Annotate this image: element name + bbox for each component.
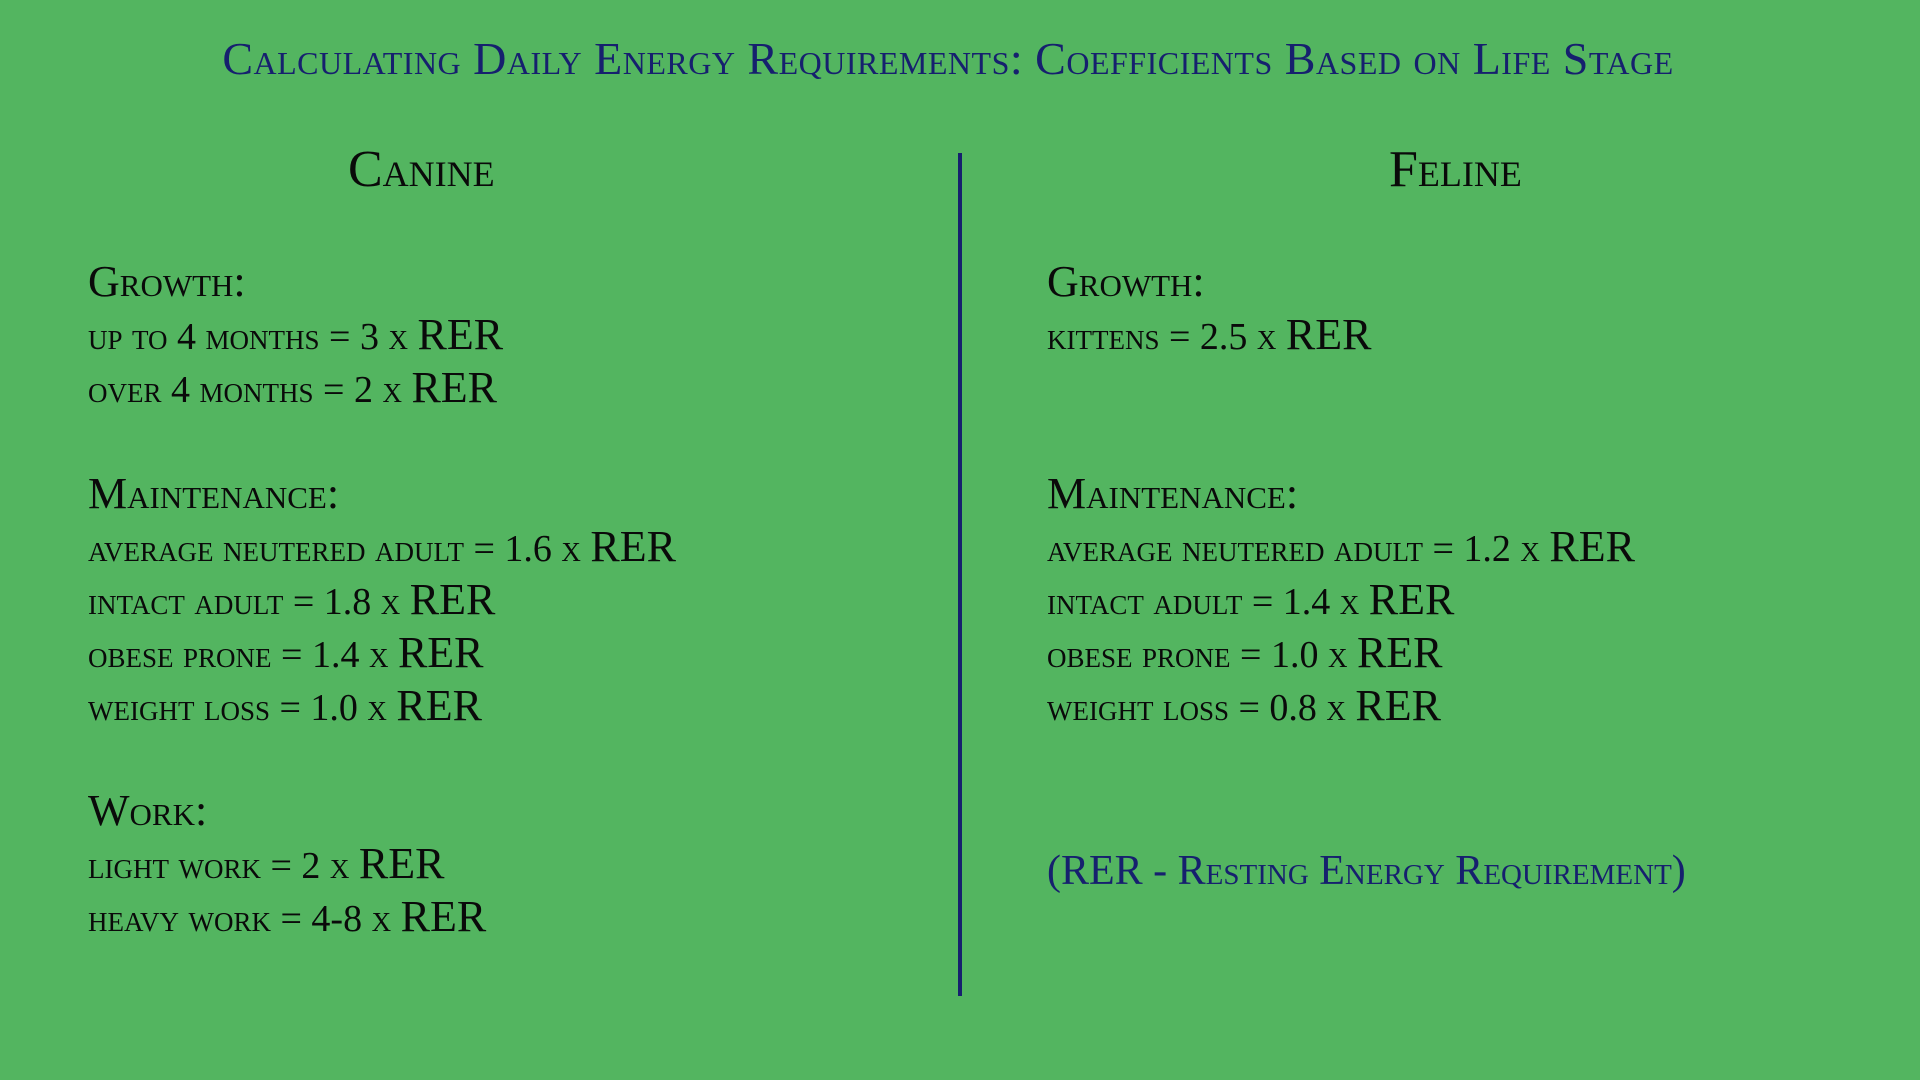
coefficient-text: weight loss = 1.0 x: [88, 687, 397, 729]
rer-unit: RER: [1355, 681, 1441, 730]
coefficient-text: intact adult = 1.8 x: [88, 581, 410, 623]
canine-work-label: Work:: [88, 786, 208, 835]
feline-maintenance-line-1: [1047, 520, 1635, 573]
canine-maintenance-line-3: [88, 626, 676, 679]
canine-growth-section: [88, 255, 503, 414]
rer-unit: RER: [590, 522, 676, 571]
rer-footnote: (RER - Resting Energy Requirement): [1047, 848, 1686, 894]
canine-work-section: [88, 784, 486, 943]
canine-work-line-2: [88, 890, 486, 943]
feline-maintenance-section: [1047, 467, 1635, 732]
coefficient-text: obese prone = 1.4 x: [88, 634, 398, 676]
rer-unit: RER: [1285, 310, 1372, 359]
feline-growth-line-1: [1047, 308, 1372, 361]
canine-maintenance-label: Maintenance:: [88, 469, 340, 518]
coefficient-text: light work = 2 x: [88, 845, 359, 887]
rer-unit: RER: [411, 363, 498, 412]
slide-title: Calculating Daily Energy Requirements: Coefficients Based on Life Stage: [222, 33, 1674, 84]
feline-maintenance-line-4: [1047, 679, 1635, 732]
canine-maintenance-line-4: [88, 679, 676, 732]
coefficient-text: kittens = 2.5 x: [1047, 316, 1286, 358]
canine-growth-line-2: [88, 361, 503, 414]
rer-unit: RER: [417, 310, 504, 359]
rer-unit: RER: [1549, 522, 1635, 571]
coefficient-text: average neutered adult = 1.6 x: [88, 528, 591, 570]
canine-work-line-1: [88, 837, 486, 890]
feline-heading: Feline: [1389, 141, 1522, 198]
canine-growth-line-1: [88, 308, 503, 361]
rer-unit: RER: [1368, 575, 1455, 624]
canine-heading: Canine: [348, 141, 495, 198]
coefficient-text: weight loss = 0.8 x: [1047, 687, 1356, 729]
rer-unit: RER: [358, 839, 445, 888]
coefficient-text: intact adult = 1.4 x: [1047, 581, 1369, 623]
rer-unit: RER: [396, 681, 482, 730]
feline-growth-label: Growth:: [1047, 257, 1205, 306]
coefficient-text: obese prone = 1.0 x: [1047, 634, 1357, 676]
canine-maintenance-line-2: [88, 573, 676, 626]
coefficient-text: average neutered adult = 1.2 x: [1047, 528, 1550, 570]
rer-unit: RER: [400, 892, 487, 941]
coefficient-text: over 4 months = 2 x: [88, 369, 412, 411]
rer-unit: RER: [409, 575, 496, 624]
canine-maintenance-line-1: [88, 520, 676, 573]
coefficient-text: heavy work = 4-8 x: [88, 898, 401, 940]
column-divider: [958, 153, 962, 996]
feline-maintenance-label: Maintenance:: [1047, 469, 1299, 518]
canine-growth-label: Growth:: [88, 257, 246, 306]
rer-unit: RER: [1356, 628, 1443, 677]
rer-unit: RER: [397, 628, 484, 677]
feline-maintenance-line-2: [1047, 573, 1635, 626]
feline-maintenance-line-3: [1047, 626, 1635, 679]
feline-growth-section: [1047, 255, 1372, 361]
canine-maintenance-section: [88, 467, 676, 732]
coefficient-text: up to 4 months = 3 x: [88, 316, 418, 358]
